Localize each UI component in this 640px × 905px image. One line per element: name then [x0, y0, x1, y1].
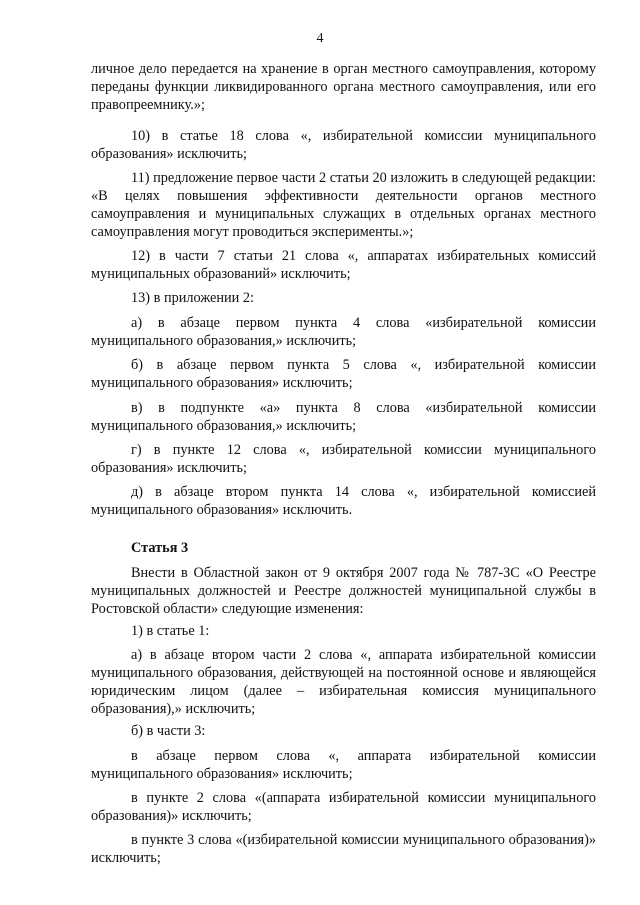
paragraph-item-11: 11) предложение первое части 2 статьи 20 изложить в следующей редакции: «В целях повышения эффективности деятельности органов местного самоуправления и муниципальных служащих в отдельных органах местного самоуправления могут проводиться эксперименты.»; [91, 170, 596, 240]
paragraph-subitem-v: в) в подпункте «а» пункта 8 слова «избирательной комиссии муниципального образования,» исключить; [91, 400, 596, 434]
paragraph-article3-subitem-a: а) в абзаце втором части 2 слова «, аппарата избирательной комиссии муниципального образования, действующей на постоянной основе и являющейся юридическим лицом (далее – избирательная комиссия муниципального образования),» исключить; [91, 647, 596, 717]
paragraph-article3-first-para: в абзаце первом слова «, аппарата избирательной комиссии муниципального образования» исключить; [91, 748, 596, 782]
paragraph-item-10: 10) в статье 18 слова «, избирательной комиссии муниципального образования» исключить; [91, 128, 596, 162]
article-heading: Статья 3 [131, 540, 189, 556]
paragraph-article3-point-2: в пункте 2 слова «(аппарата избирательной комиссии муниципального образования)» исключить; [91, 790, 596, 824]
paragraph-article3-point-3: в пункте 3 слова «(избирательной комиссии муниципального образования)» исключить; [91, 832, 596, 866]
paragraph-subitem-b: б) в абзаце первом пункта 5 слова «, избирательной комиссии муниципального образования» исключить; [91, 357, 596, 391]
paragraph-continuation: личное дело передается на хранение в орган местного самоуправления, которому переданы функции ликвидированного органа местного самоуправления, или его правопреемнику.»; [91, 61, 596, 113]
paragraph-item-13: 13) в приложении 2: [131, 290, 255, 306]
paragraph-item-12: 12) в части 7 статьи 21 слова «, аппаратах избирательных комиссий муниципальных образований» исключить; [91, 248, 596, 282]
page-number: 4 [316, 31, 324, 46]
document-body [91, 60, 596, 867]
paragraph-subitem-g: г) в пункте 12 слова «, избирательной комиссии муниципального образования» исключить; [91, 442, 596, 476]
paragraph-subitem-d: д) в абзаце втором пункта 14 слова «, избирательной комиссией муниципального образования» исключить. [91, 484, 596, 518]
paragraph-article3-intro: Внести в Областной закон от 9 октября 2007 года № 787-ЗС «О Реестре муниципальных должностей и Реестре должностей муниципальной службы в Ростовской области» следующие изменения: [91, 565, 596, 617]
paragraph-article3-subitem-b: б) в части 3: [131, 723, 206, 739]
paragraph-article3-item-1: 1) в статье 1: [131, 623, 210, 639]
paragraph-subitem-a: а) в абзаце первом пункта 4 слова «избирательной комиссии муниципального образования,» исключить; [91, 315, 596, 349]
